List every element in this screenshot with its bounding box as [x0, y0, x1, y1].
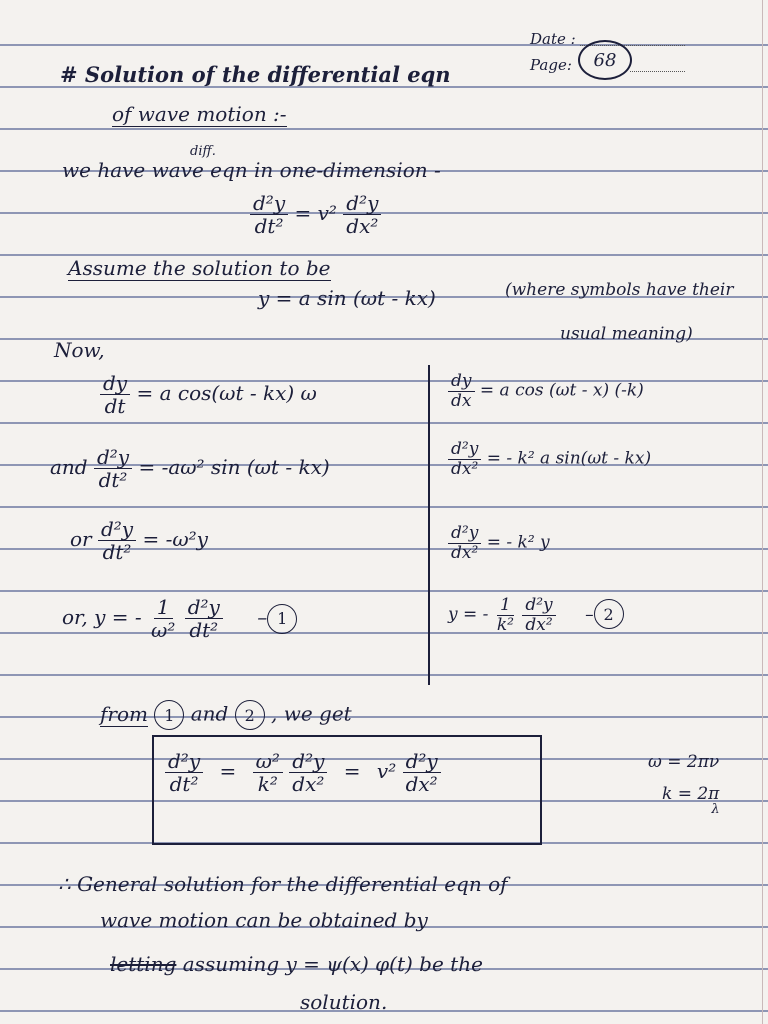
frac-den: dx² [346, 214, 379, 238]
note-line-1: (where symbols have their [505, 280, 734, 300]
now-label: Now, [54, 338, 105, 362]
frac-den: dt [104, 394, 126, 418]
ref-tag-1: 1 [154, 700, 184, 730]
left-row-4: or, y = - $\frac{1}{\text{ω²}}$ $\frac{\text{d²y}}{\text{dt²}}$ – 1 [62, 596, 297, 641]
frac-num: d²y [94, 446, 132, 469]
date-label: Date : [530, 30, 576, 48]
right-row-1 [448, 372, 644, 410]
frac-num: d²y [165, 750, 203, 773]
eq-mid: = v² [294, 201, 337, 225]
frac-den: dx² [451, 542, 479, 563]
frac-den: dt² [254, 214, 284, 238]
boxed-equation [165, 750, 441, 795]
page-label: Page: [530, 56, 572, 74]
frac-num: d²y [522, 596, 555, 616]
row-rhs: = a cos (ωt - x) (-k) [479, 380, 644, 401]
frac-num: ω² [253, 750, 283, 773]
eq-sign: = [343, 759, 361, 783]
page-number-value: 68 [593, 49, 617, 71]
frac-num: d²y [448, 524, 481, 544]
row-prefix: or [70, 527, 92, 551]
intro-insert: diff. [190, 144, 216, 159]
frac-den: dx² [292, 772, 325, 796]
frac-num: d²y [343, 192, 381, 215]
left-row-3 [70, 518, 208, 563]
row-prefix: or, [62, 605, 88, 629]
v-squared: v² [376, 759, 397, 783]
frac-den: dt² [169, 772, 199, 796]
note-line-2: usual meaning) [560, 324, 693, 344]
assumed-solution: y = a sin (ωt - kx) [258, 286, 436, 310]
frac-num: d²y [289, 750, 327, 773]
conclusion-line-4: solution. [300, 990, 388, 1014]
row-rhs: = a cos(ωt - kx) ω [136, 381, 317, 405]
conclusion-line-3 [110, 952, 483, 976]
frac-den: k² [496, 614, 514, 635]
conclusion-line-1: ∴ General solution for the differential eqn of [58, 872, 508, 896]
ref-tag-2: 2 [235, 700, 265, 730]
frac-den: dt² [98, 468, 128, 492]
frac-num: 1 [154, 596, 173, 619]
frac-den: dx² [451, 458, 479, 479]
frac-num: 1 [497, 596, 514, 616]
k-lhs: k = 2π [662, 784, 720, 804]
frac-num: d²y [250, 192, 288, 215]
wave-equation [250, 192, 381, 237]
conclusion-line-2: wave motion can be obtained by [100, 908, 428, 932]
conclusion-line-3-text: assuming y = ψ(x) φ(t) be the [182, 952, 483, 976]
row-lhs: y = - [448, 604, 489, 625]
frac-den: dt² [102, 540, 132, 564]
frac-den: dx² [405, 772, 438, 796]
frac-den: dx [451, 390, 472, 411]
equation-tag-1: 1 [267, 604, 297, 634]
left-row-2 [50, 446, 330, 491]
eq-sign: = [219, 759, 237, 783]
frac-num: d²y [185, 596, 223, 619]
intro-text: we have wave eqn in one-dimension - [62, 158, 441, 182]
k-relation [662, 784, 728, 817]
equation-tag-2: 2 [594, 599, 624, 629]
right-row-2 [448, 440, 651, 478]
from-word: from [100, 701, 148, 726]
struck-word: letting [110, 952, 177, 976]
right-row-3 [448, 524, 550, 562]
frac-num: dy [448, 372, 475, 392]
column-divider [428, 365, 430, 685]
assume-text: Assume the solution to be [68, 256, 331, 280]
title-line-1: # Solution of the differential eqn [60, 62, 451, 87]
frac-num: d²y [403, 750, 441, 773]
right-row-4: y = - $\frac{1}{\text{k²}}$ $\frac{\text{d²y}}{\text{dx²}}$ – 2 [448, 596, 624, 634]
margin-line [762, 0, 763, 1024]
from-line [100, 700, 352, 730]
row-rhs: = -ω²y [142, 527, 208, 551]
row-lhs: y = - [94, 605, 142, 629]
page-number [578, 40, 632, 80]
row-prefix: and [50, 455, 88, 479]
page-dots [630, 70, 685, 72]
we-get: , we get [271, 701, 352, 726]
frac-num: d²y [448, 440, 481, 460]
frac-den: dt² [189, 618, 219, 642]
frac-num: dy [100, 372, 130, 395]
omega-relation: ω = 2πν [648, 752, 720, 772]
row-rhs: = -aω² sin (ωt - kx) [138, 455, 330, 479]
left-row-1 [100, 372, 317, 417]
title-line-2: of wave motion :- [112, 102, 287, 126]
and-word: and [190, 701, 229, 726]
frac-den: ω² [151, 618, 176, 642]
frac-num: d²y [98, 518, 136, 541]
k-den: λ [711, 802, 720, 817]
frac-den: k² [257, 772, 278, 796]
row-rhs: = - k² a sin(ωt - kx) [486, 448, 652, 469]
frac-den: dx² [525, 614, 553, 635]
row-rhs: = - k² y [486, 532, 550, 553]
